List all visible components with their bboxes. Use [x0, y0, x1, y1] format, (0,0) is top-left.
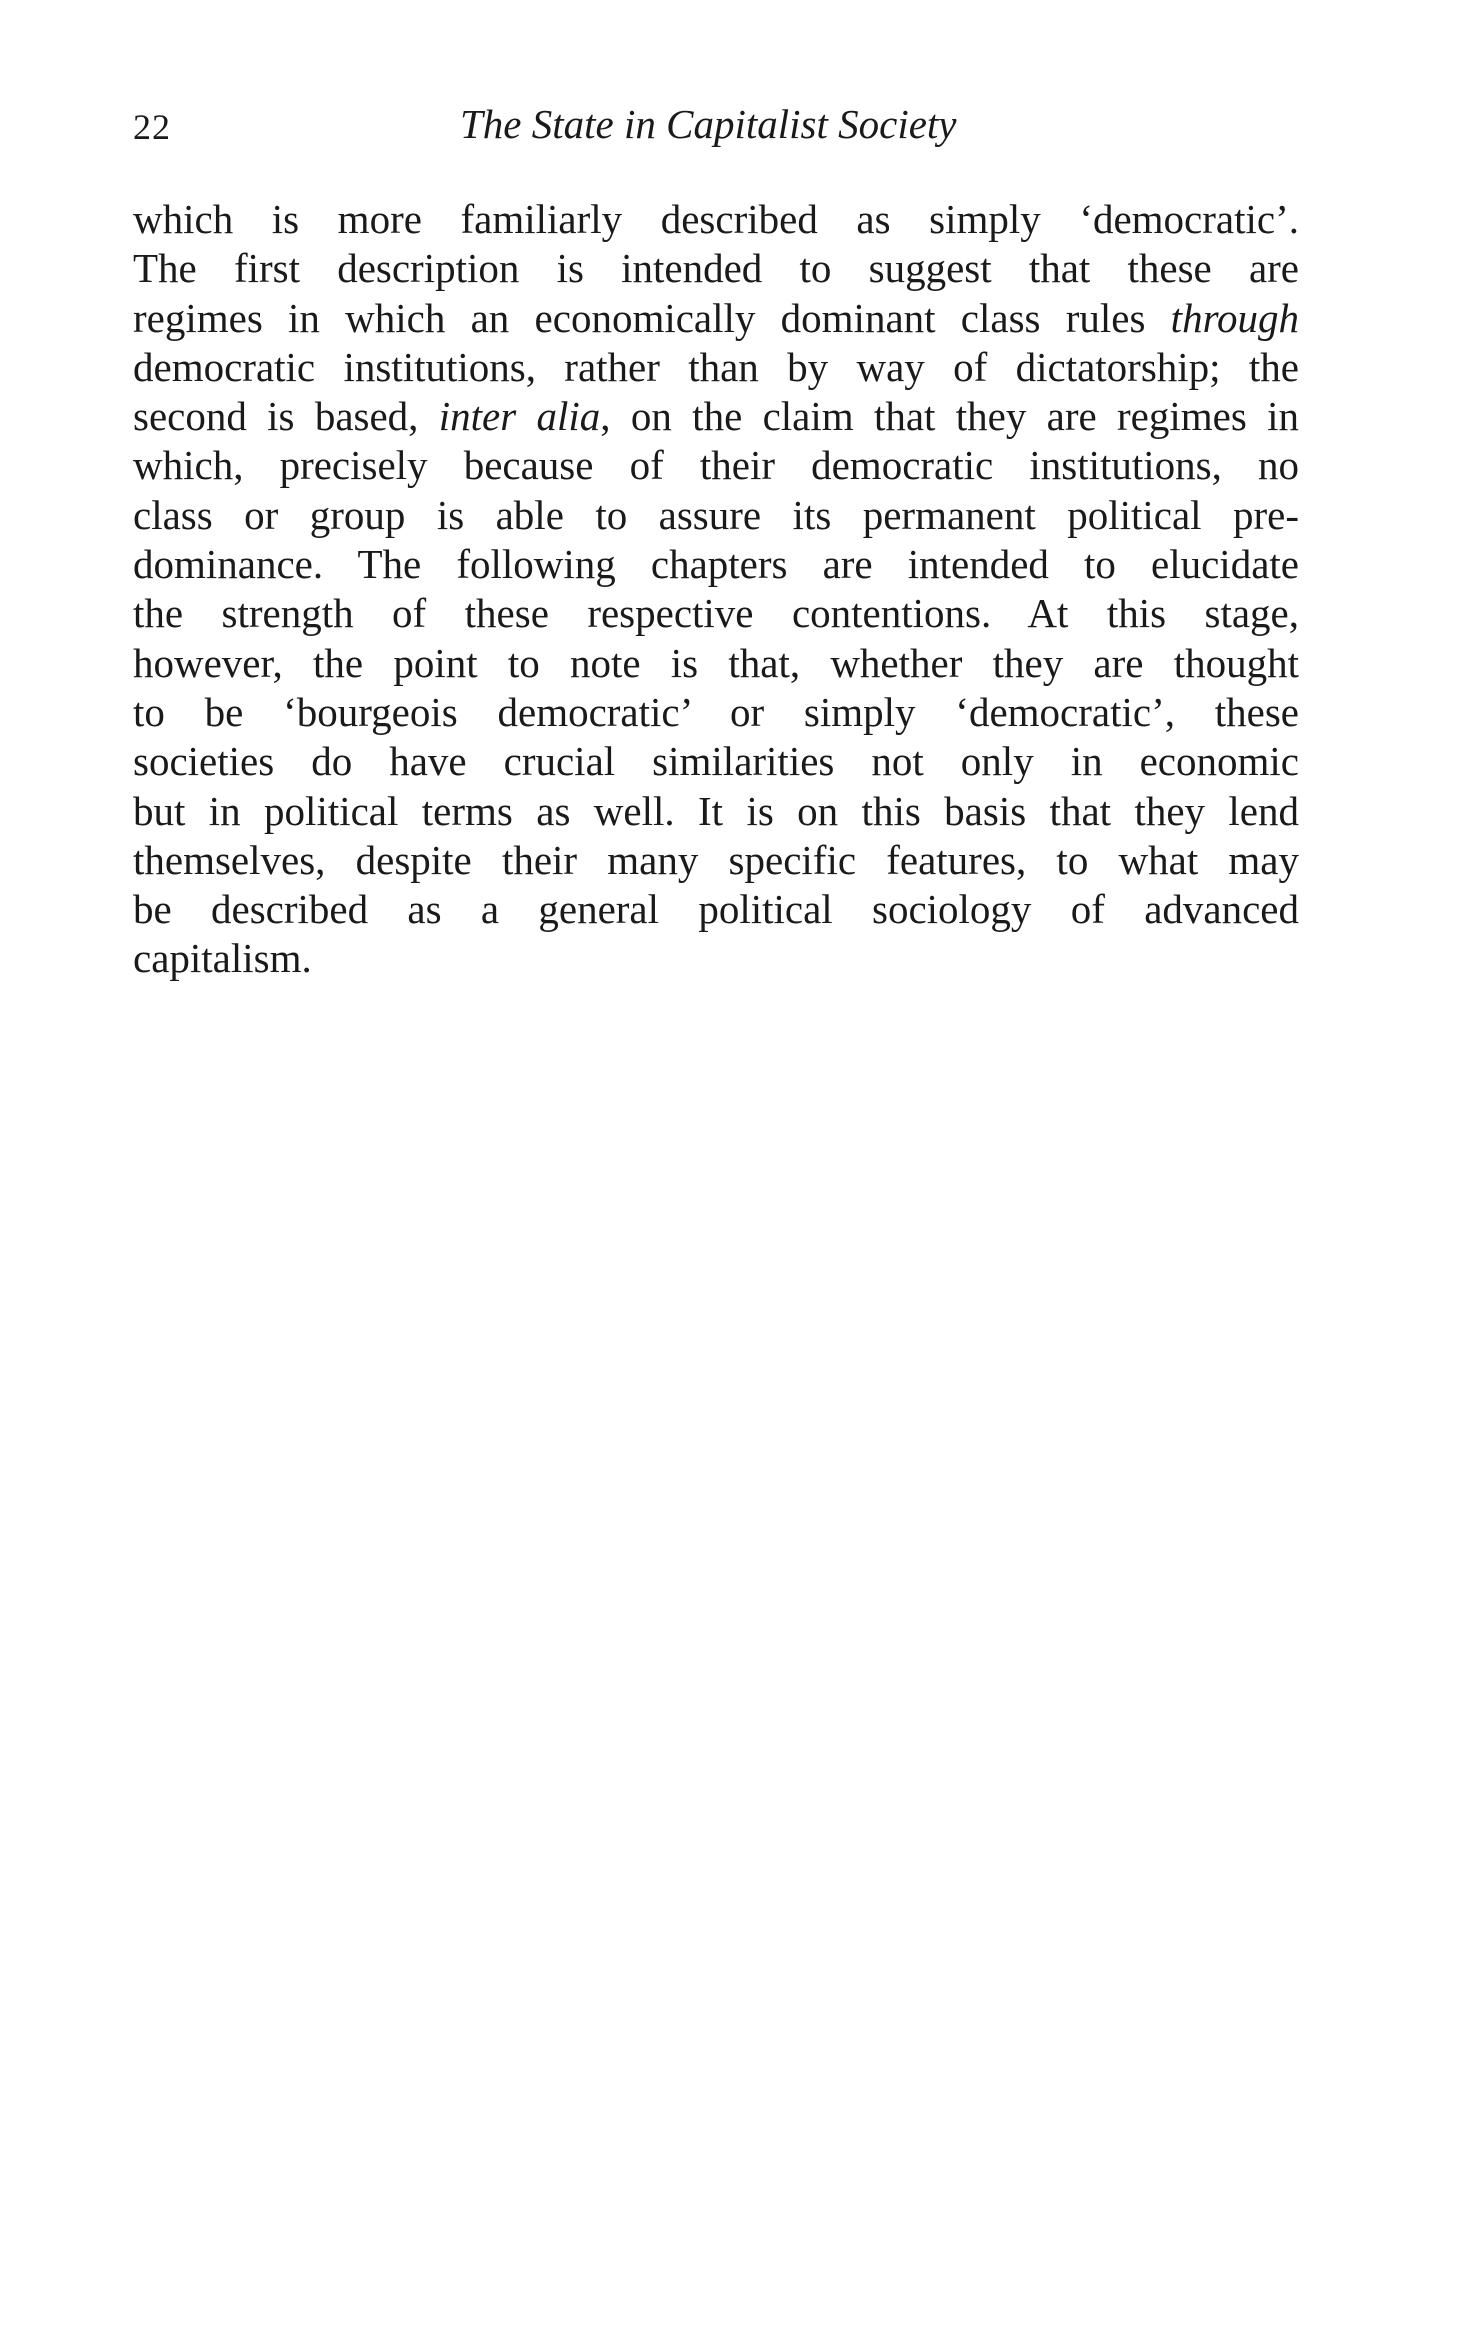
- text-line: [133, 294, 1299, 343]
- text-line: democratic institutions, rather than by way of dictatorship; the: [133, 343, 1299, 390]
- text-segment: second is based,: [133, 393, 439, 440]
- running-head: [133, 100, 993, 160]
- text-line: however, the point to note is that, whether they are thought: [133, 639, 1299, 686]
- text-line: themselves, despite their many specific features, to what may: [133, 836, 1299, 883]
- text-line: to be ‘bourgeois democratic’ or simply ‘democratic’, these: [133, 688, 1299, 735]
- text-line: which, precisely because of their democratic institutions, no: [133, 442, 1299, 489]
- text-line: but in political terms as well. It is on this basis that they lend: [133, 787, 1299, 834]
- text-line: which is more familiarly described as simply ‘democratic’.: [133, 196, 1299, 242]
- text-line: be described as a general political sociology of advanced: [133, 886, 1299, 933]
- text-line: class or group is able to assure its permanent political pre-: [133, 491, 1299, 538]
- text-line: the strength of these respective contentions. At this stage,: [133, 590, 1299, 637]
- text-line: [133, 392, 1299, 441]
- text-segment: regimes in which an economically dominant class rules: [133, 294, 1171, 341]
- text-line: The first description is intended to suggest that these are: [133, 245, 1299, 292]
- text-line: dominance. The following chapters are intended to elucidate: [133, 541, 1299, 588]
- text-segment: , on the claim that they are regimes in: [600, 393, 1300, 440]
- italic-phrase: inter alia: [438, 393, 601, 440]
- text-line: capitalism.: [133, 935, 312, 982]
- running-title: The State in Capitalist Society: [460, 101, 957, 147]
- page-number: 22: [133, 107, 171, 147]
- text-line: societies do have crucial similarities not only in economic: [133, 738, 1299, 785]
- italic-phrase: through: [1170, 294, 1299, 341]
- body-paragraph: [133, 195, 1299, 984]
